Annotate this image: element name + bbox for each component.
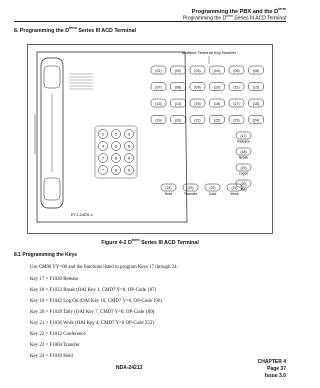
function-key-number: (19) (240, 166, 247, 171)
dialpad-digit: # (127, 167, 131, 173)
figure-caption: Figure 4-2 $D^{term}$ Series III ACD Terminal (101, 238, 199, 246)
line-key-number: (14) (174, 101, 182, 106)
body-line: Key 20 = F1039 Tally (OAI Key 7, CMD7 Y=0, OP-Code 189) (30, 310, 155, 315)
dialpad-digit: 1 (101, 131, 105, 137)
function-key-label: Break (239, 155, 248, 160)
dialpad-digit: 7 (101, 155, 105, 161)
footer-page-info (258, 359, 286, 380)
line-key-number: (22) (213, 118, 221, 123)
body-line: Key 23 = F1004 Transfer (30, 343, 80, 348)
footer-issue: Issue 3.0 (264, 373, 286, 379)
body-line: Use CM90 YY=00 and the functions listed to program Keys 17 through 24. (30, 265, 178, 270)
dialpad-digit: 5 (114, 143, 118, 149)
function-key-number: (23) (187, 186, 194, 191)
body-line: Key 21 = F1036 Work (OAI Key 4, CMD7 Y=0 OP-Code 253) (30, 321, 154, 326)
line-key-number: (10) (213, 85, 221, 90)
dialpad-digit: 2 (114, 131, 118, 137)
line-key-number: (18) (252, 101, 260, 106)
dialpad-digit: 6 (127, 143, 131, 149)
header-rule (14, 21, 286, 22)
function-key-number: (17) (240, 134, 247, 139)
subsection-title: 8.1 Programming the Keys (14, 252, 78, 258)
function-key-number: (21) (231, 186, 238, 191)
line-key-number: (12) (252, 85, 260, 90)
line-key-number: (16) (213, 101, 221, 106)
body-line: Key 22 = F1012 Conference (30, 332, 86, 337)
line-key-number: (21) (194, 118, 201, 123)
line-key-number: (01) (155, 68, 162, 73)
line-key-number: (05) (233, 68, 240, 73)
speaker-grille (69, 74, 93, 89)
line-key-number: (17) (233, 101, 240, 106)
function-key-number: (20) (240, 182, 247, 187)
function-key-label: Logon (238, 171, 249, 176)
line-key-number: (24) (252, 118, 260, 123)
dialpad-digit: * (102, 167, 104, 173)
function-key-label: Transfer (183, 192, 198, 196)
line-key-number: (09) (194, 85, 201, 90)
body-line: Key 24 = F1010 Hold (30, 354, 73, 359)
dialpad-digit: 9 (127, 155, 131, 161)
function-key-number: (22) (209, 186, 216, 191)
function-key-label: Hold (164, 192, 173, 196)
line-key-number: (13) (155, 101, 162, 106)
body-line: Key 18 = F1033 Break (OAI Key 1, CMD7 Y=0, OP-Code 187) (30, 288, 157, 293)
function-keys-bottom (161, 184, 242, 196)
dialpad-digit: 8 (114, 155, 118, 161)
line-key-number: (20) (174, 118, 182, 123)
multiline-label: Multiline Terminal Key Number (181, 50, 237, 55)
line-key-number: (02) (174, 68, 182, 73)
terminal-figure (27, 44, 273, 234)
function-key-label: Release (237, 139, 250, 144)
line-key-number: (15) (194, 101, 201, 106)
page-header-subtitle: Programming the $D^{term}$ Series III ACD Terminal (182, 14, 286, 22)
function-key-number: (24) (165, 186, 172, 191)
section-title: 8. Programming the $D^{term}$ Series III ACD Terminal (14, 26, 137, 34)
function-key-label: Tally (240, 187, 247, 192)
dialpad-digit: 0 (114, 167, 118, 173)
terminal-body (37, 52, 187, 222)
handset-earpiece (44, 66, 60, 88)
line-key-number: (23) (233, 118, 240, 123)
body-line: Key 17 = F1020 Release (30, 277, 79, 282)
line-key-number: (06) (252, 68, 260, 73)
line-key-number: (11) (233, 85, 240, 90)
model-label: ETJ-24DS-1 (71, 212, 94, 217)
function-key-number: (18) (240, 150, 247, 155)
function-keys-right (236, 132, 251, 192)
footer-page: Page 37 (267, 366, 286, 372)
figure-frame (28, 45, 273, 234)
body-line: Key 19 = F1042 Log On (OAI Key 10, CMD7 Y=0, OP-Code 196) (30, 299, 162, 304)
handset-mouthpiece (44, 178, 60, 200)
dialpad-digit: 3 (127, 131, 131, 137)
footer-doc-number: NDA-24213 (116, 365, 143, 371)
line-key-number: (07) (155, 85, 162, 90)
dialpad-digit: 4 (101, 143, 105, 149)
page-header-title: Programming the PBX and the $D^{term}$ (191, 7, 286, 15)
key-grid (151, 66, 264, 124)
line-key-number: (08) (174, 85, 182, 90)
line-key-number: (04) (213, 68, 221, 73)
line-key-number: (03) (194, 68, 201, 73)
function-key-label: Work (230, 192, 239, 196)
line-key-number: (19) (155, 118, 162, 123)
function-key-label: Conf (208, 192, 217, 196)
dialpad (95, 126, 137, 178)
footer-chapter: CHAPTER 4 (257, 359, 286, 365)
